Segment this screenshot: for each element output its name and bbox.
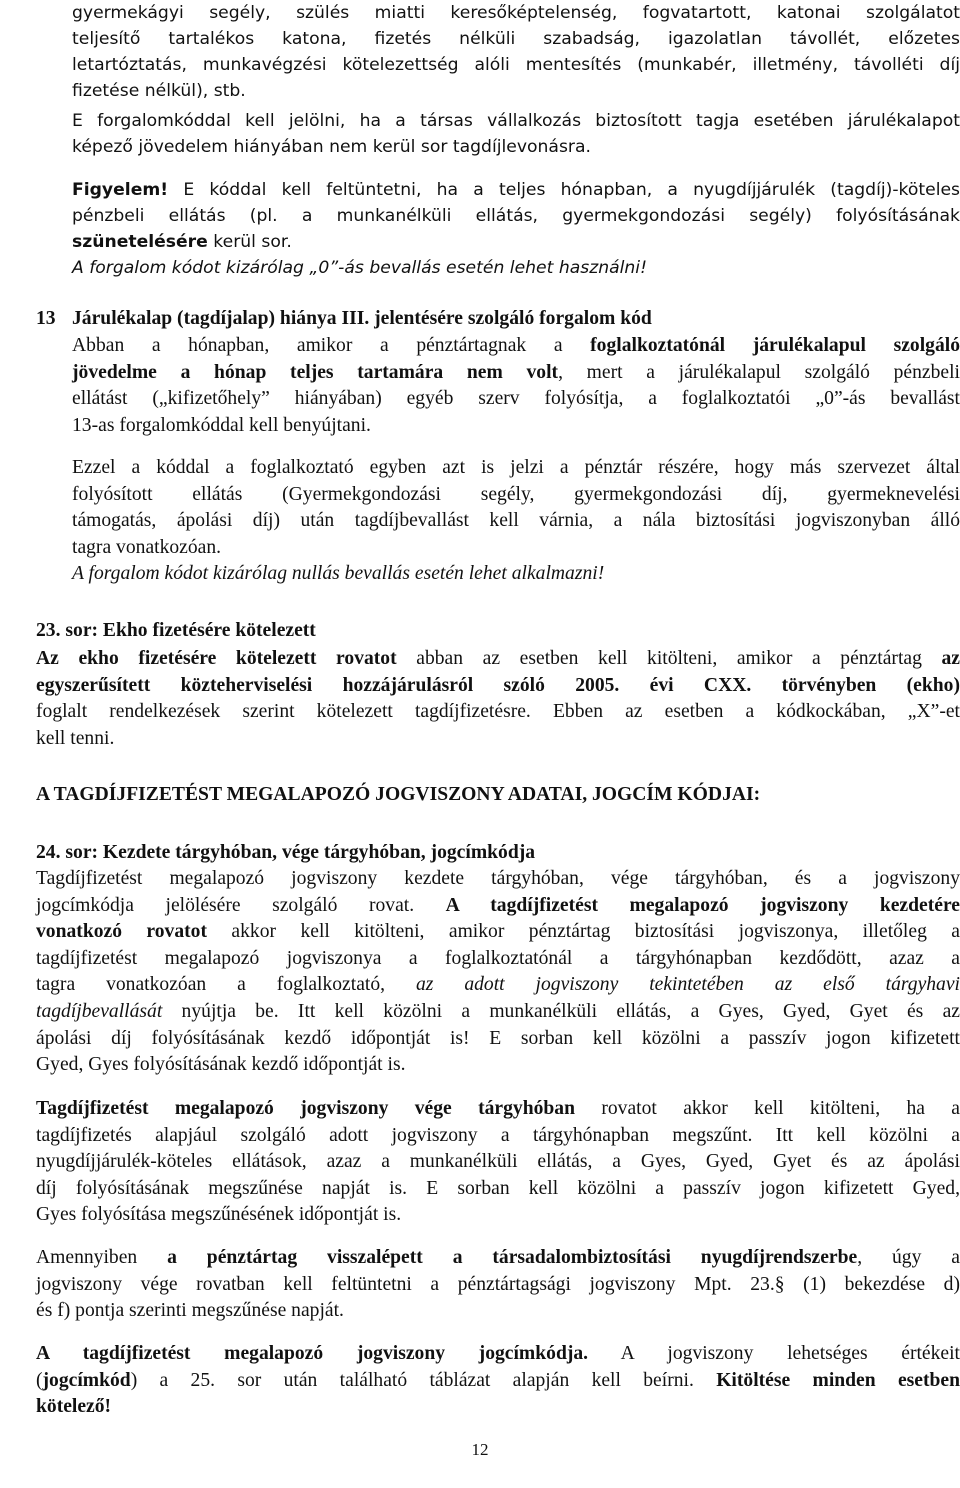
row-heading: 23. sor: Ekho fizetésére kötelezett	[36, 620, 316, 641]
text-line: gyermekágyi segély, szülés miatti keresőképtelenség, fogvatartott, katonai szolgálatot	[72, 3, 960, 23]
text-line: ápolási díj folyósításának kezdő időpontját is! E sorban kell közölni a passzív jogon kifizetett	[36, 1027, 960, 1049]
text-run: ) a 25. sor után található táblázat alapján kell beírni.	[130, 1369, 717, 1391]
bold-text: vonatkozó rovatot	[36, 921, 207, 943]
text-line: tagdíjfizetés alapjául szolgáló adott jogviszony a tárgyhónapban megszűnt. Itt kell közölni a	[36, 1124, 960, 1146]
text-line: foglalt rendelkezések szerint kötelezett tagdíjfizetésre. Ebben az esetben a kódkockában, „X”-et	[36, 701, 960, 723]
forgalomkod-paragraph	[72, 108, 960, 160]
text-line: Gyed, Gyes folyósításának kezdő időpontját is.	[36, 1054, 406, 1076]
text-line: 13-as forgalomkóddal kell benyújtani.	[72, 414, 371, 436]
text-run: abban az esetben kell kitölteni, amikor a pénztártag	[396, 648, 942, 669]
bold-text: Tagdíjfizetést megalapozó jogviszony vége tárgyhóban	[36, 1098, 575, 1119]
bold-text: az	[941, 648, 960, 669]
bold-text: kötelező!	[36, 1396, 112, 1418]
bold-text: Kitöltése minden esetben	[716, 1369, 960, 1391]
text-line: díj folyósításának megszűnése napját is. E sorban kell közölni a passzív jogon kifizetett Gyed,	[36, 1177, 960, 1199]
text-line: jogviszony vége rovatban kell feltüntetni a pénztártagsági jogviszony Mpt. 23.§ (1) bekezdése d)	[36, 1273, 960, 1295]
row-24-paragraph-3	[36, 1245, 960, 1325]
text-line: tagra vonatkozóan.	[72, 536, 222, 558]
text-line: támogatás, ápolási díj) után tagdíjbevallást kell várnia, a nála biztosítási jogviszonyban álló	[72, 510, 960, 532]
text-line: és f) pontja szerinti megszűnése napját.	[36, 1300, 344, 1322]
text-line: képező jövedelem hiányában nem kerül sor tagdíjlevonásra.	[72, 137, 591, 157]
italic-note: A forgalom kódot kizárólag „0”-ás bevallás esetén lehet használni!	[72, 258, 647, 278]
italic-note: A forgalom kódot kizárólag nullás bevallás esetén lehet alkalmazni!	[72, 563, 605, 585]
row-23-heading	[36, 618, 960, 645]
bold-text: jogcímkód	[42, 1369, 131, 1391]
row-heading: 24. sor: Kezdete tárgyhóban, vége tárgyhóban, jogcímkódja	[36, 842, 536, 863]
page-number: 12	[471, 1440, 489, 1459]
text-run: tagra vonatkozóan a foglalkoztató,	[36, 974, 416, 996]
bold-text: a pénztártag visszalépett a társadalombiztosítási nyugdíjrendszerbe	[167, 1247, 858, 1268]
bold-text: foglalkoztatónál járulékalapul szolgáló	[590, 335, 960, 356]
row-24-paragraph-2	[36, 1096, 960, 1229]
bold-text: jövedelme a hónap teljes tartamára nem volt	[72, 361, 559, 383]
text-line: pénzbeli ellátás (pl. a munkanélküli ellátás, gyermekgondozási segély) folyósításának	[72, 206, 960, 226]
text-line: teljesítő tartalékos katona, fizetés nélküli szabadság, igazolatlan távollét, előzetes	[72, 29, 960, 49]
text-line: folyósított ellátás (Gyermekgondozási segély, gyermekgondozási díj, gyermeknevelési	[72, 483, 960, 505]
text-line: kerül sor.	[207, 232, 292, 252]
section-13-paragraph-1	[72, 333, 960, 439]
text-run: , mert a járulékalapul szolgáló pénzbeli	[558, 361, 960, 383]
text-line: kell tenni.	[36, 727, 115, 749]
text-run: jogcímkódja jelölésére szolgáló rovat.	[36, 894, 446, 916]
text-run: , úgy a	[857, 1247, 960, 1268]
bold-text: A tagdíjfizetést megalapozó jogviszony jogcímkódja.	[36, 1343, 589, 1364]
text-run: akkor kell kitölteni, amikor pénztártag biztosítási jogviszonya, illetőleg a	[207, 921, 960, 943]
section-13-heading	[36, 306, 960, 333]
text-line: Tagdíjfizetést megalapozó jogviszony kezdete tárgyhóban, vége tárgyhóban, és a jogviszony	[36, 868, 960, 889]
text-run: nyújtja be. Itt kell közölni a munkanélküli ellátás, a Gyes, Gyed, Gyet és az	[162, 1000, 960, 1022]
figyelem-paragraph	[72, 177, 960, 281]
text-line: fizetése nélkül), stb.	[72, 81, 246, 101]
row-24-paragraph-1	[36, 866, 960, 1079]
text-run: rovatot akkor kell kitölteni, ha a	[574, 1098, 960, 1119]
heading-text: A TAGDÍJFIZETÉST MEGALAPOZÓ JOGVISZONY ADATAI, JOGCÍM KÓDJAI:	[36, 784, 761, 805]
section-13-paragraph-2	[72, 455, 960, 588]
row-23-paragraph	[36, 646, 960, 752]
text-run: Amennyiben	[36, 1247, 168, 1268]
text-line: letartóztatás, munkavégzési kötelezettség alóli mentesítés (munkabér, illetmény, távolléti díj	[72, 55, 960, 75]
italic-text: az adott jogviszony tekintetében az első tárgyhavi	[415, 974, 960, 996]
figyelem-label: Figyelem!	[72, 180, 169, 200]
text-line: tagdíjfizetést megalapozó jogviszonya a foglalkoztatónál a tárgyhónapban kezdődött, azaz a	[36, 947, 960, 969]
text-line: E forgalomkóddal kell jelölni, ha a társas vállalkozás biztosított tagja esetében járulékalapot	[72, 111, 960, 131]
text-run: (	[36, 1369, 43, 1391]
italic-text: tagdíjbevallását	[36, 1000, 163, 1022]
row-24-heading	[36, 840, 960, 867]
text-run: Abban a hónapban, amikor a pénztártagnak a	[72, 335, 591, 356]
row-24-paragraph-4	[36, 1341, 960, 1421]
text-line: Ezzel a kóddal a foglalkoztató egyben azt is jelzi a pénztár részére, hogy más szervezet által	[72, 457, 960, 478]
main-section-heading	[36, 782, 960, 809]
bold-text: szünetelésére	[72, 232, 208, 252]
text-line: ellátást („kifizetőhely” hiányában) egyéb szerv folyósítja, a foglalkoztatói „0”-ás bevallást	[72, 388, 960, 410]
text-line: E kóddal kell feltüntetni, ha a teljes hónapban, a nyugdíjjárulék (tagdíj)-köteles	[183, 180, 960, 200]
intro-paragraph	[72, 0, 960, 104]
text-run: A jogviszony lehetséges értékeit	[588, 1343, 960, 1364]
bold-text: egyszerűsített közteherviselési hozzájárulásról szóló 2005. évi CXX. törvényben (ekho)	[36, 674, 960, 696]
section-number: 13	[36, 308, 56, 329]
bold-text: Az ekho fizetésére kötelezett rovatot	[36, 648, 397, 669]
bold-text: A tagdíjfizetést megalapozó jogviszony kezdetére	[445, 894, 960, 916]
text-line: Gyes folyósítása megszűnésének időpontját is.	[36, 1204, 402, 1226]
text-line: nyugdíjjárulék-köteles ellátások, azaz a munkanélküli ellátás, a Gyes, Gyed, Gyet és az ápolási	[36, 1151, 960, 1173]
section-title: Járulékalap (tagdíjalap) hiánya III. jelentésére szolgáló forgalom kód	[72, 308, 652, 329]
